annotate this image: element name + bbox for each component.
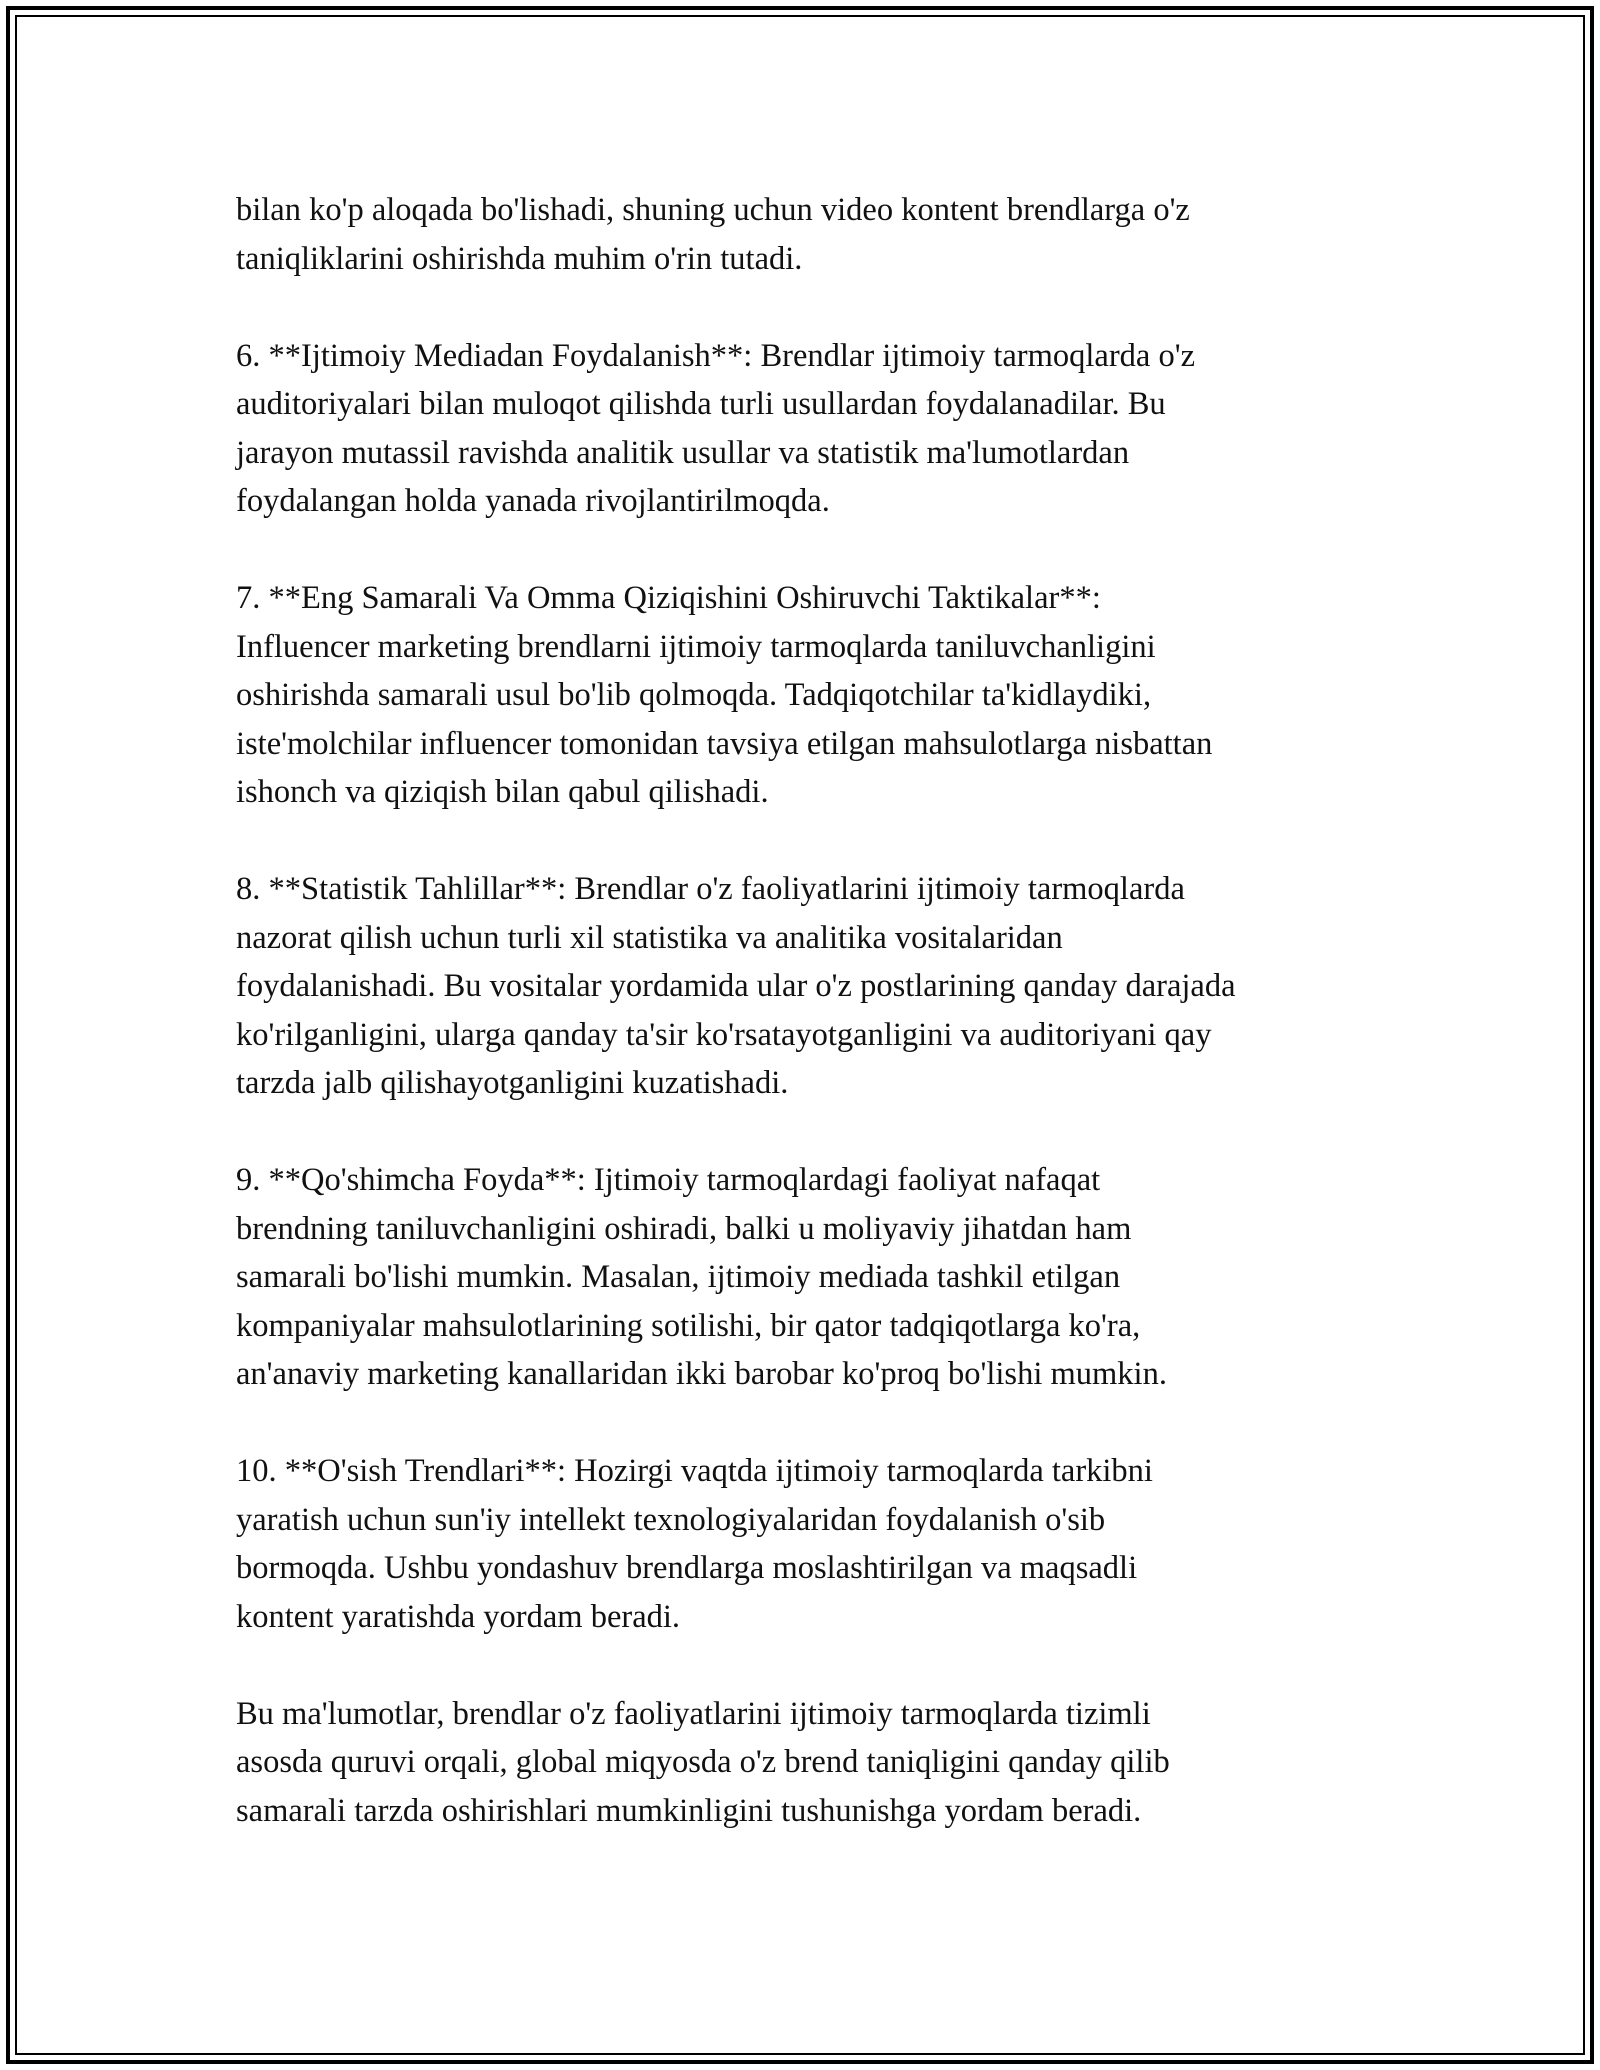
text-line: jarayon mutassil ravishda analitik usullar va statistik ma'lumotlardan — [236, 434, 1130, 471]
text-line: foydalangan holda yanada rivojlantirilmoqda. — [236, 483, 830, 519]
text-line: 8. **Statistik Tahlillar**: Brendlar o'z faoliyatlarini ijtimoiy tarmoqlarda — [236, 871, 1185, 907]
text-line: asosda quruvi orqali, global miqyosda o'z brend taniqligini qanday qilib — [236, 1744, 1170, 1780]
text-line: tarzda jalb qilishayotganligini kuzatishadi. — [236, 1065, 789, 1101]
paragraph-item-9 — [236, 1156, 1376, 1399]
paragraph-item-7 — [236, 574, 1376, 817]
document-body — [236, 186, 1376, 1884]
text-line: 9. **Qo'shimcha Foyda**: Ijtimoiy tarmoqlardagi faoliyat nafaqat — [236, 1162, 1101, 1198]
paragraph-item-8 — [236, 865, 1376, 1108]
text-line: iste'molchilar influencer tomonidan tavsiya etilgan mahsulotlarga nisbattan — [236, 725, 1213, 762]
text-line: 6. **Ijtimoiy Mediadan Foydalanish**: Brendlar ijtimoiy tarmoqlarda o'z — [236, 337, 1196, 374]
text-line: 10. **O'sish Trendlari**: Hozirgi vaqtda ijtimoiy tarmoqlarda tarkibni — [236, 1453, 1153, 1489]
text-line: nazorat qilish uchun turli xil statistika va analitika vositalaridan — [236, 919, 1063, 956]
paragraph-conclusion — [236, 1690, 1376, 1836]
text-line: yaratish uchun sun'iy intellekt texnologiyalaridan foydalanish o'sib — [236, 1501, 1106, 1538]
text-line: taniqliklarini oshirishda muhim o'rin tutadi. — [236, 240, 803, 277]
paragraph-item-10 — [236, 1447, 1376, 1641]
text-line: Bu ma'lumotlar, brendlar o'z faoliyatlarini ijtimoiy tarmoqlarda tizimli — [236, 1695, 1151, 1732]
text-line: bilan ko'p aloqada bo'lishadi, shuning uchun video kontent brendlarga o'z — [236, 192, 1190, 228]
text-line: Influencer marketing brendlarni ijtimoiy tarmoqlarda taniluvchanligini — [236, 628, 1156, 665]
text-line: bormoqda. Ushbu yondashuv brendlarga moslashtirilgan va maqsadli — [236, 1550, 1138, 1586]
paragraph-video-content — [236, 186, 1376, 283]
text-line: ishonch va qiziqish bilan qabul qilishadi. — [236, 774, 769, 810]
text-line: foydalanishadi. Bu vositalar yordamida ular o'z postlarining qanday darajada — [236, 968, 1236, 1004]
text-line: brendning taniluvchanligini oshiradi, balki u moliyaviy jihatdan ham — [236, 1210, 1132, 1247]
text-line: samarali tarzda oshirishlari mumkinligini tushunishga yordam beradi. — [236, 1792, 1142, 1829]
text-line: ko'rilganligini, ularga qanday ta'sir ko'rsatayotganligini va auditoriyani qay — [236, 1016, 1212, 1053]
text-line: kontent yaratishda yordam beradi. — [236, 1598, 681, 1635]
text-line: oshirishda samarali usul bo'lib qolmoqda. Tadqiqotchilar ta'kidlaydiki, — [236, 677, 1152, 713]
text-line: 7. **Eng Samarali Va Omma Qiziqishini Oshiruvchi Taktikalar**: — [236, 580, 1101, 616]
text-line: auditoriyalari bilan muloqot qilishda turli usullardan foydalanadilar. Bu — [236, 386, 1166, 422]
text-line: kompaniyalar mahsulotlarining sotilishi, bir qator tadqiqotlarga ko'ra, — [236, 1307, 1141, 1344]
text-line: samarali bo'lishi mumkin. Masalan, ijtimoiy mediada tashkil etilgan — [236, 1259, 1121, 1295]
text-line: an'anaviy marketing kanallaridan ikki barobar ko'proq bo'lishi mumkin. — [236, 1356, 1167, 1392]
paragraph-item-6 — [236, 332, 1376, 526]
